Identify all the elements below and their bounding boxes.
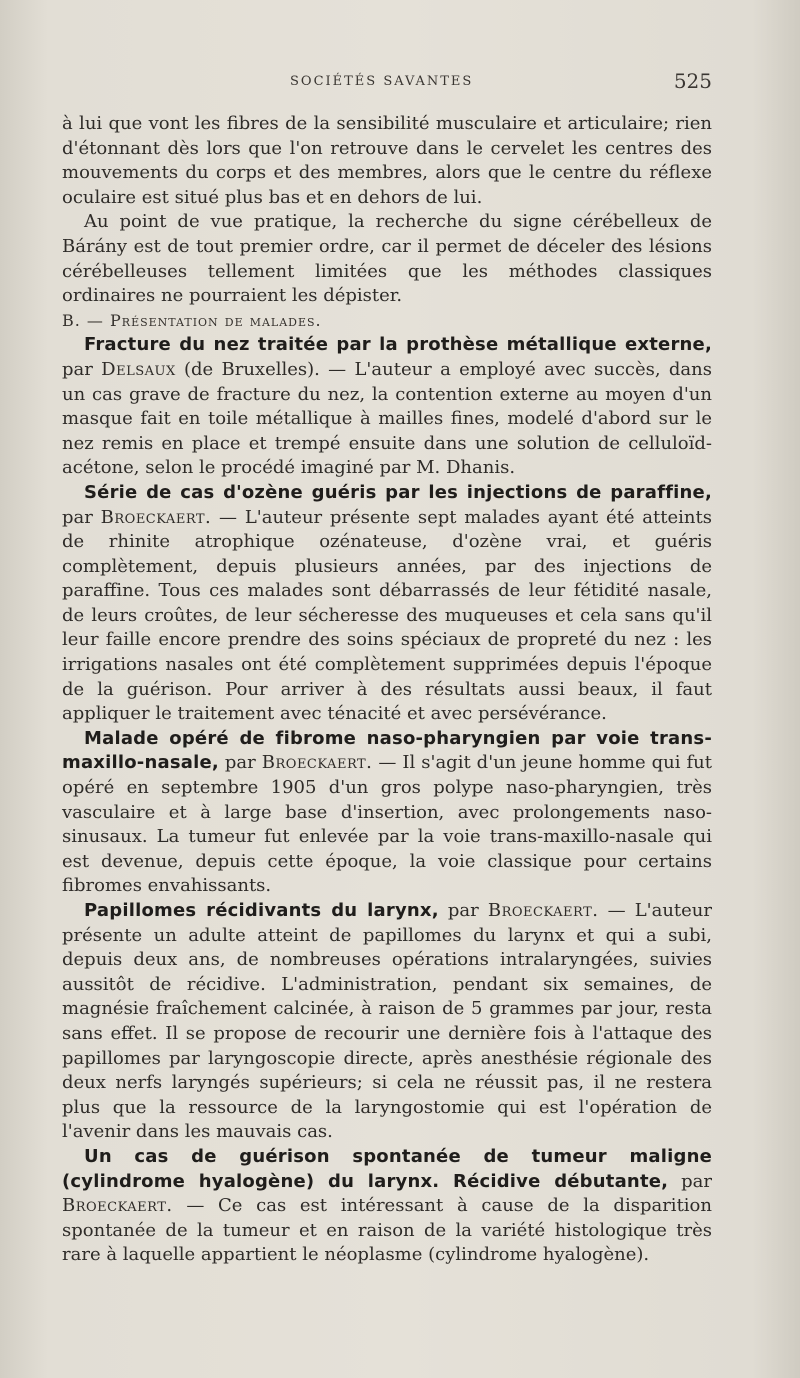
entry-author: Broeckaert. (487, 900, 599, 921)
entry-body: — L'auteur présente un adulte atteint de papillomes du larynx et qui a subi, depuis deux ans, de nombreuses opérations intralaryngées, suivies aussitôt de récidive. L'administration, pendant six semaines, de magnésie fraîchement calcinée, à raison de 5 grammes par jour, resta sans effet. Il se propose de recourir une dernière fois à l'attaque des papillomes par laryngoscopie directe, après anesthésie régionale des deux nerfs laryngés supérieurs; si cela ne réussit pas, il ne restera plus que la ressource de la laryngostomie qui est l'opération de l'avenir dans les mauvais cas. (62, 900, 712, 1143)
page-number: 525 (673, 69, 712, 93)
entry-title: Fracture du nez traitée par la prothèse métallique externe, (84, 334, 712, 356)
entry-body: — Il s'agit d'un jeune homme qui fut opéré en septembre 1905 d'un gros polype naso-pharyngien, très vasculaire et à large base d'insertion, avec prolongements naso-sinusaux. La tumeur fut enlevée par la voie trans-maxillo-nasale qui est devenue, depuis cette époque, la voie classique pour certains fibromes envahissants. (62, 752, 712, 897)
entry-body: (de Bruxelles). — L'auteur a employé avec succès, dans un cas grave de fracture du nez, la contention externe au moyen d'un masque fait en toile métallique à mailles fines, modelé d'abord sur le nez remis en place et trempé ensuite dans une solution de celluloïd-acétone, selon le procédé imaginé par M. Dhanis. (62, 358, 712, 479)
page-header (62, 69, 712, 94)
entry-papillomas (62, 899, 712, 1145)
entry-body: — Ce cas est intéressant à cause de la disparition spontanée de la tumeur et en raison de la variété histologique très rare à laquelle appartient le néoplasme (cylindrome hyalogène). (62, 1195, 712, 1266)
entry-by: par (668, 1170, 712, 1192)
entry-by: par (62, 506, 101, 528)
entry-by: par (62, 358, 102, 380)
running-head: SOCIÉTÉS SAVANTES (290, 74, 474, 89)
section-heading: B. — Présentation de malades. (62, 310, 322, 330)
entry-by: par (218, 752, 262, 774)
entry-malignant-tumor (62, 1145, 712, 1268)
entry-title: Malade opéré de fibrome naso-pharyngien par voie trans-maxillo-nasale, (62, 727, 712, 774)
entry-author: Broeckaert. (261, 752, 373, 774)
entry-nasal-fracture (62, 333, 712, 481)
entry-ozena (62, 481, 712, 727)
intro-paragraph-2: Au point de vue pratique, la recherche du signe cérébelleux de Bárány est de tout premier ordre, car il permet de déceler des lésions cérébelleuses tellement limitées que les méthodes classiques ordinaires ne pourraient les dépister. (62, 211, 712, 307)
entry-author: Broeckaert. (100, 506, 212, 528)
entry-fibroma (62, 727, 712, 899)
entry-title: Un cas de guérison spontanée de tumeur maligne (cylindrome hyalogène) du larynx. Récidive débutante, (62, 1145, 712, 1192)
body-text (62, 112, 712, 1268)
entry-body: — L'auteur présente sept malades ayant été atteints de rhinite atrophique ozénateuse, d'ozène vrai, et guéris complètement, depuis plusieurs années, par des injections de paraffine. Tous ces malades sont débarrassés de leur fétidité nasale, de leurs croûtes, de leur sécheresse des muqueuses et cela sans qu'il leur faille encore prendre des soins spéciaux de propreté du nez : les irrigations nasales ont été complètement supprimées depuis l'époque de la guérison. Pour arriver à des résultats aussi beaux, il faut appliquer le traitement avec ténacité et avec persévérance. (62, 506, 712, 725)
entry-by: par (438, 900, 488, 921)
entry-author: Delsaux (101, 358, 176, 380)
intro-paragraph-1: à lui que vont les fibres de la sensibilité musculaire et articulaire; rien d'étonnant dès lors que l'on retrouve dans le cervelet les centres des mouvements du corps et des membres, alors que le centre du réflexe oculaire est situé plus bas et en dehors de lui. (62, 113, 712, 208)
entry-title: Papillomes récidivants du larynx, (84, 900, 439, 921)
entry-title: Série de cas d'ozène guéris par les injections de paraffine, (84, 481, 712, 503)
entry-author: Broeckaert. (62, 1195, 173, 1217)
